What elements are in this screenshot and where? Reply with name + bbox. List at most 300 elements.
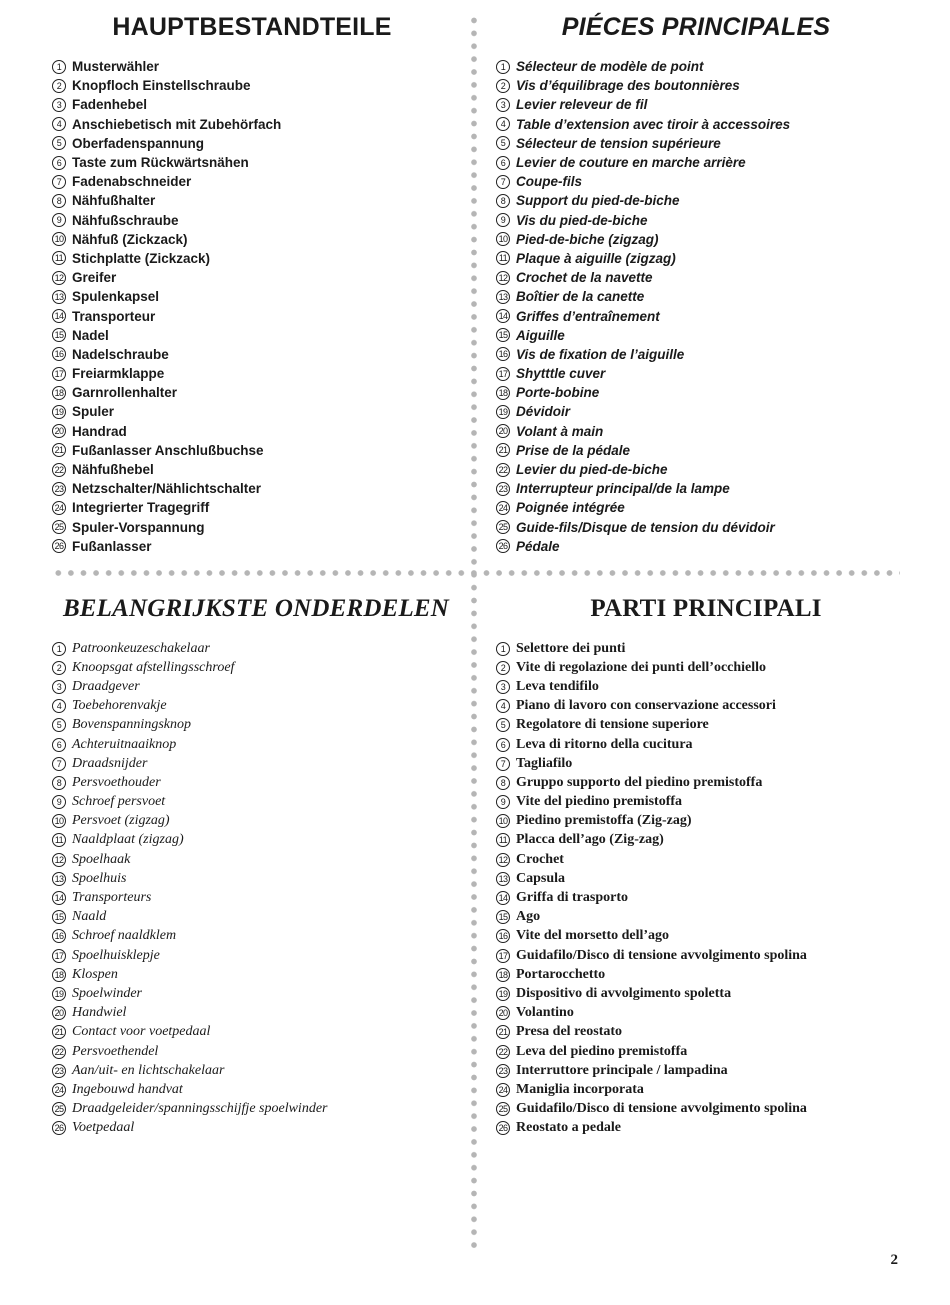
item-number: 7 [496, 175, 510, 189]
list-item [496, 850, 916, 869]
item-number: 1 [52, 642, 66, 656]
item-number: 1 [52, 60, 66, 74]
item-label: Bovenspanningsknop [72, 717, 191, 733]
item-label: Taste zum Rückwärtsnähen [72, 155, 249, 171]
item-label: Guidafilo/Disco di tensione avvolgimento spolina [516, 947, 807, 963]
item-label: Levier de couture en marche arrière [516, 155, 746, 171]
item-label: Piedino premistoffa (Zig-zag) [516, 813, 692, 829]
item-number: 14 [52, 309, 66, 323]
item-label: Integrierter Tragegriff [72, 500, 210, 516]
list-item [496, 946, 916, 965]
item-number: 9 [496, 213, 510, 227]
item-label: Porte-bobine [516, 385, 600, 401]
item-label: Draadsnijder [72, 755, 148, 771]
item-number: 18 [52, 386, 66, 400]
item-label: Nähfuß (Zickzack) [72, 231, 188, 247]
item-number: 13 [52, 872, 66, 886]
item-number: 25 [496, 1102, 510, 1116]
list-item [52, 1100, 472, 1119]
item-number: 13 [52, 290, 66, 304]
item-number: 11 [52, 251, 66, 265]
item-number: 8 [52, 194, 66, 208]
list-item [52, 95, 472, 114]
list-item [496, 422, 916, 441]
item-number: 24 [496, 1083, 510, 1097]
list-item [52, 498, 472, 517]
item-label: Volant à main [516, 423, 604, 439]
list-item [52, 1061, 472, 1080]
item-number: 21 [496, 443, 510, 457]
item-number: 16 [496, 347, 510, 361]
item-number: 12 [496, 271, 510, 285]
item-number: 13 [496, 290, 510, 304]
item-number: 23 [496, 1064, 510, 1078]
list-item [52, 850, 472, 869]
section-title: BELANGRIJKSTE ONDERDELEN [62, 595, 450, 622]
list-item [52, 211, 472, 230]
item-number: 16 [496, 929, 510, 943]
item-number: 3 [496, 98, 510, 112]
item-number: 24 [496, 501, 510, 515]
item-number: 3 [52, 680, 66, 694]
item-number: 24 [52, 1083, 66, 1097]
list-item [496, 869, 916, 888]
item-label: Oberfadenspannung [72, 135, 205, 151]
item-label: Aiguille [516, 327, 565, 343]
item-number: 11 [496, 833, 510, 847]
item-number: 2 [52, 661, 66, 675]
item-number: 18 [52, 968, 66, 982]
item-label: Levier du pied-de-biche [516, 462, 668, 478]
item-label: Knoopsgat afstellingsschroef [72, 659, 235, 675]
item-number: 5 [52, 136, 66, 150]
item-number: 5 [496, 136, 510, 150]
list-item [52, 1023, 472, 1042]
item-label: Coupe-fils [516, 174, 582, 190]
item-number: 18 [496, 386, 510, 400]
list-item [52, 716, 472, 735]
list-item [52, 537, 472, 556]
item-label: Regolatore di tensione superiore [516, 717, 709, 733]
item-number: 25 [496, 520, 510, 534]
item-number: 3 [52, 98, 66, 112]
item-label: Spoelhuis [72, 870, 127, 886]
item-number: 8 [52, 776, 66, 790]
item-label: Persvoethendel [72, 1043, 159, 1059]
item-label: Leva di ritorno della cucitura [516, 736, 693, 752]
parts-list [496, 57, 916, 556]
list-item [52, 287, 472, 306]
item-label: Draadgeleider/spanningsschijfje spoelwinder [72, 1101, 328, 1117]
item-number: 20 [496, 424, 510, 438]
item-number: 17 [496, 367, 510, 381]
list-item [496, 441, 916, 460]
item-number: 9 [496, 795, 510, 809]
item-label: Dévidoir [516, 404, 571, 420]
list-item [496, 153, 916, 172]
list-item [496, 658, 916, 677]
item-number: 17 [52, 367, 66, 381]
section-french [496, 12, 916, 556]
list-item [496, 793, 916, 812]
item-label: Spoelhaak [72, 851, 131, 867]
item-label: Klospen [72, 966, 118, 982]
item-number: 15 [52, 910, 66, 924]
list-item [52, 1004, 472, 1023]
list-item [496, 326, 916, 345]
list-item [52, 76, 472, 95]
list-item [496, 57, 916, 76]
list-item [52, 191, 472, 210]
list-item [52, 518, 472, 537]
item-label: Capsula [516, 870, 566, 886]
item-label: Levier releveur de fil [516, 97, 648, 113]
item-label: Prise de la pédale [516, 442, 631, 458]
horizontal-dotted-divider [52, 570, 900, 576]
item-label: Crochet [516, 851, 564, 867]
list-item [52, 946, 472, 965]
item-number: 2 [496, 79, 510, 93]
section-title: HAUPTBESTANDTEILE [112, 13, 392, 41]
list-item [52, 812, 472, 831]
item-number: 14 [496, 891, 510, 905]
item-label: Persvoethouder [72, 774, 161, 790]
item-label: Pédale [516, 538, 560, 554]
list-item [52, 1042, 472, 1061]
item-label: Interrupteur principal/de la lampe [516, 481, 730, 497]
item-label: Spoelhuisklepje [72, 947, 160, 963]
item-number: 19 [496, 405, 510, 419]
list-item [52, 383, 472, 402]
item-label: Presa del reostato [516, 1024, 623, 1040]
item-label: Tagliafilo [516, 755, 573, 771]
list-item [52, 658, 472, 677]
list-item [496, 134, 916, 153]
section-german [52, 12, 472, 556]
item-label: Plaque à aiguille (zigzag) [516, 250, 676, 266]
item-label: Guide-fils/Disque de tension du dévidoir [516, 519, 775, 535]
item-label: Placca dell’ago (Zig-zag) [516, 832, 664, 848]
item-label: Freiarmklappe [72, 366, 165, 382]
item-number: 8 [496, 776, 510, 790]
item-number: 16 [52, 347, 66, 361]
list-item [496, 249, 916, 268]
list-item [496, 831, 916, 850]
item-number: 26 [52, 1121, 66, 1135]
item-number: 6 [52, 738, 66, 752]
item-label: Patroonkeuzeschakelaar [72, 640, 210, 656]
item-label: Transporteur [72, 308, 156, 324]
list-item [52, 869, 472, 888]
list-item [496, 1061, 916, 1080]
list-item [496, 888, 916, 907]
list-item [52, 230, 472, 249]
list-item [52, 754, 472, 773]
parts-list [496, 639, 916, 1138]
item-label: Nähfußhebel [72, 462, 154, 478]
list-item [52, 345, 472, 364]
list-item [52, 1119, 472, 1138]
item-number: 19 [52, 987, 66, 1001]
item-label: Persvoet (zigzag) [72, 813, 170, 829]
item-label: Piano di lavoro con conservazione accessori [516, 698, 776, 714]
item-label: Vite del piedino premistoffa [516, 794, 683, 810]
item-number: 22 [496, 1045, 510, 1059]
item-label: Nähfußschraube [72, 212, 179, 228]
list-item [496, 984, 916, 1003]
list-item [496, 716, 916, 735]
item-label: Leva del piedino premistoffa [516, 1043, 688, 1059]
item-number: 13 [496, 872, 510, 886]
list-item [52, 479, 472, 498]
item-number: 24 [52, 501, 66, 515]
item-label: Vis de fixation de l’aiguille [516, 346, 685, 362]
item-number: 17 [496, 949, 510, 963]
item-label: Netzschalter/Nählichtschalter [72, 481, 262, 497]
item-label: Greifer [72, 270, 117, 286]
item-label: Musterwähler [72, 59, 160, 75]
item-label: Volantino [516, 1005, 574, 1021]
section-title: PIÉCES PRINCIPALES [561, 13, 831, 41]
list-item [52, 735, 472, 754]
item-label: Ago [516, 909, 541, 925]
item-number: 1 [496, 60, 510, 74]
item-label: Vis du pied-de-biche [516, 212, 648, 228]
list-item [52, 402, 472, 421]
list-item [496, 76, 916, 95]
item-label: Nähfußhalter [72, 193, 156, 209]
list-item [52, 364, 472, 383]
list-item [52, 639, 472, 658]
item-label: Griffes d’entraînement [516, 308, 660, 324]
list-item [52, 134, 472, 153]
item-label: Vis d’équilibrage des boutonnières [516, 78, 740, 94]
item-label: Crochet de la navette [516, 270, 653, 286]
list-item [52, 306, 472, 325]
item-label: Leva tendifilo [516, 678, 599, 694]
list-item [496, 812, 916, 831]
list-item [52, 115, 472, 134]
list-item [496, 479, 916, 498]
item-number: 26 [52, 539, 66, 553]
item-label: Reostato a pedale [516, 1120, 621, 1136]
list-item [496, 773, 916, 792]
list-item [52, 965, 472, 984]
item-number: 8 [496, 194, 510, 208]
item-number: 7 [52, 757, 66, 771]
list-item [496, 498, 916, 517]
item-number: 15 [496, 910, 510, 924]
list-item [52, 888, 472, 907]
item-label: Table d’extension avec tiroir à accessoires [516, 116, 791, 132]
item-label: Griffa di trasporto [516, 890, 628, 906]
section-dutch [52, 594, 472, 1138]
item-label: Vite del morsetto dell’ago [516, 928, 670, 944]
item-label: Achteruitnaaiknop [72, 736, 177, 752]
item-label: Boîtier de la canette [516, 289, 645, 305]
parts-list [52, 57, 472, 556]
list-item [52, 326, 472, 345]
item-label: Contact voor voetpedaal [72, 1024, 211, 1040]
list-item [496, 1004, 916, 1023]
list-item [496, 1100, 916, 1119]
item-number: 18 [496, 968, 510, 982]
item-number: 19 [52, 405, 66, 419]
list-item [52, 697, 472, 716]
list-item [496, 1080, 916, 1099]
item-label: Shytttle cuver [516, 366, 606, 382]
list-item [496, 95, 916, 114]
list-item [496, 306, 916, 325]
item-label: Anschiebetisch mit Zubehörfach [72, 116, 282, 132]
item-number: 10 [496, 232, 510, 246]
item-label: Naald [72, 909, 107, 925]
item-number: 14 [52, 891, 66, 905]
list-item [496, 754, 916, 773]
item-number: 9 [52, 795, 66, 809]
list-item [496, 1023, 916, 1042]
item-number: 7 [52, 175, 66, 189]
item-number: 9 [52, 213, 66, 227]
page-number: 2 [890, 1252, 898, 1268]
list-item [496, 364, 916, 383]
item-label: Aan/uit- en lichtschakelaar [72, 1062, 225, 1078]
list-item [496, 460, 916, 479]
item-number: 14 [496, 309, 510, 323]
list-item [496, 697, 916, 716]
list-item [52, 153, 472, 172]
item-label: Knopfloch Einstellschraube [72, 78, 251, 94]
item-number: 19 [496, 987, 510, 1001]
item-number: 11 [52, 833, 66, 847]
item-label: Transporteurs [72, 890, 152, 906]
item-label: Spoelwinder [72, 985, 142, 1001]
list-item [52, 984, 472, 1003]
item-label: Guidafilo/Disco di tensione avvolgimento spolina [516, 1101, 807, 1117]
item-number: 4 [52, 699, 66, 713]
list-item [496, 677, 916, 696]
list-item [52, 773, 472, 792]
item-number: 23 [52, 1064, 66, 1078]
list-item [496, 1042, 916, 1061]
list-item [52, 268, 472, 287]
item-number: 1 [496, 642, 510, 656]
item-number: 25 [52, 520, 66, 534]
item-number: 20 [496, 1006, 510, 1020]
item-label: Nadel [72, 327, 109, 343]
item-label: Schroef persvoet [72, 794, 166, 810]
item-number: 22 [52, 1045, 66, 1059]
list-item [496, 230, 916, 249]
item-number: 6 [496, 738, 510, 752]
list-item [496, 268, 916, 287]
item-number: 4 [496, 117, 510, 131]
item-label: Pied-de-biche (zigzag) [516, 231, 659, 247]
section-title: PARTI PRINCIPALI [590, 595, 822, 622]
item-label: Sélecteur de tension supérieure [516, 135, 721, 151]
list-item [52, 249, 472, 268]
item-label: Toebehorenvakje [72, 698, 167, 714]
list-item [52, 1080, 472, 1099]
item-label: Support du pied-de-biche [516, 193, 680, 209]
item-label: Sélecteur de modèle de point [516, 59, 704, 75]
item-number: 10 [52, 232, 66, 246]
list-item [496, 908, 916, 927]
item-number: 5 [496, 718, 510, 732]
item-label: Portarocchetto [516, 966, 606, 982]
item-number: 20 [52, 1006, 66, 1020]
item-number: 22 [52, 463, 66, 477]
item-label: Selettore dei punti [516, 640, 626, 656]
item-label: Interruttore principale / lampadina [516, 1062, 728, 1078]
list-item [52, 927, 472, 946]
item-number: 4 [52, 117, 66, 131]
item-label: Dispositivo di avvolgimento spoletta [516, 985, 732, 1001]
list-item [52, 172, 472, 191]
item-number: 26 [496, 539, 510, 553]
list-item [496, 115, 916, 134]
item-label: Fadenhebel [72, 97, 148, 113]
list-item [52, 677, 472, 696]
item-number: 12 [52, 853, 66, 867]
item-label: Voetpedaal [72, 1120, 135, 1136]
item-number: 15 [52, 328, 66, 342]
item-number: 6 [52, 156, 66, 170]
list-item [496, 735, 916, 754]
parts-list [52, 639, 472, 1138]
item-label: Gruppo supporto del piedino premistoffa [516, 774, 763, 790]
item-number: 25 [52, 1102, 66, 1116]
item-number: 26 [496, 1121, 510, 1135]
item-label: Naaldplaat (zigzag) [72, 832, 184, 848]
list-item [52, 793, 472, 812]
item-label: Vite di regolazione dei punti dell’occhiello [516, 659, 767, 675]
item-number: 21 [52, 1025, 66, 1039]
list-item [496, 537, 916, 556]
item-number: 15 [496, 328, 510, 342]
list-item [496, 191, 916, 210]
item-label: Garnrollenhalter [72, 385, 178, 401]
item-number: 2 [496, 661, 510, 675]
item-label: Stichplatte (Zickzack) [72, 250, 211, 266]
item-number: 17 [52, 949, 66, 963]
item-number: 16 [52, 929, 66, 943]
item-number: 7 [496, 757, 510, 771]
item-number: 2 [52, 79, 66, 93]
list-item [52, 460, 472, 479]
list-item [496, 518, 916, 537]
item-number: 23 [52, 482, 66, 496]
item-label: Maniglia incorporata [516, 1081, 644, 1097]
list-item [496, 927, 916, 946]
item-number: 4 [496, 699, 510, 713]
item-number: 12 [52, 271, 66, 285]
item-label: Handwiel [72, 1005, 127, 1021]
item-label: Spulenkapsel [72, 289, 160, 305]
item-number: 23 [496, 482, 510, 496]
item-label: Schroef naaldklem [72, 928, 177, 944]
item-label: Ingebouwd handvat [72, 1081, 183, 1097]
list-item [496, 1119, 916, 1138]
item-label: Fadenabschneider [72, 174, 192, 190]
item-label: Fußanlasser [72, 538, 152, 554]
item-label: Spuler [72, 404, 115, 420]
list-item [496, 345, 916, 364]
list-item [52, 831, 472, 850]
item-number: 20 [52, 424, 66, 438]
item-number: 11 [496, 251, 510, 265]
item-label: Handrad [72, 423, 127, 439]
